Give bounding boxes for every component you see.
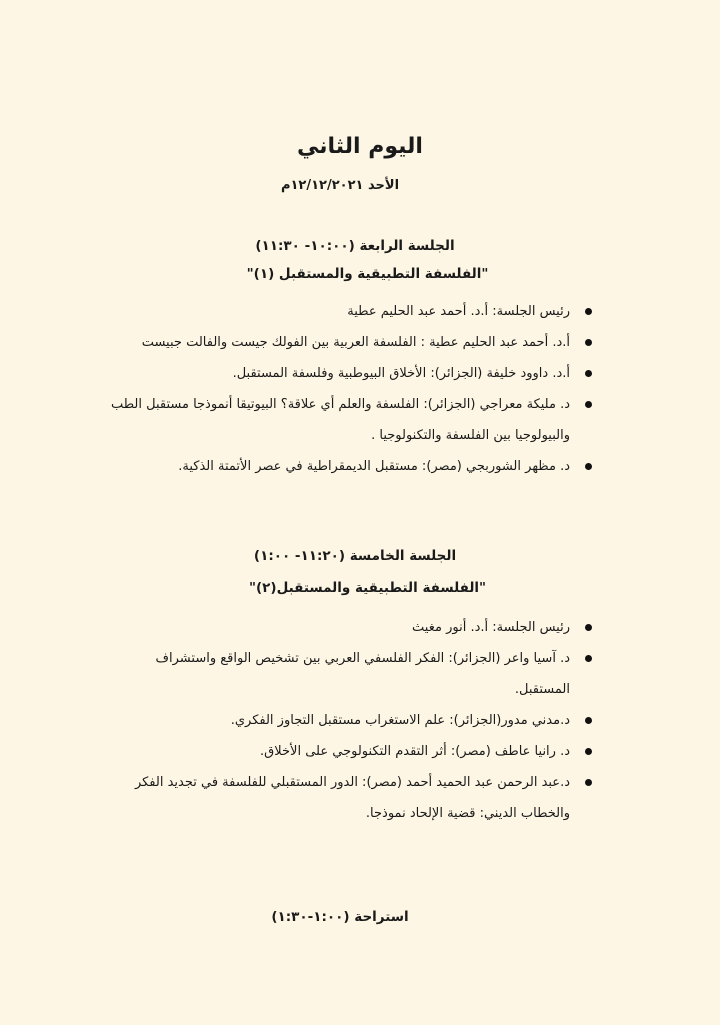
list-item: د. آسيا واعر (الجزائر): الفكر الفلسفي العربي بين تشخيص الواقع واستشراف المستقبل. xyxy=(0,643,720,705)
list-item: د.مدني مدور(الجزائر): علم الاستغراب مستقبل التجاوز الفكري. xyxy=(0,705,720,736)
list-item: د. مليكة معراجي (الجزائر): الفلسفة والعلم أي علاقة؟ البيوتيقا أنموذجا مستقبل الطب والبيولوجيا بين الفلسفة والتكنولوجيا . xyxy=(0,389,720,451)
session-5-list xyxy=(0,612,720,829)
session-5-heading: الجلسة الخامسة (١١:٢٠- ١:٠٠) xyxy=(253,548,457,564)
session-4-heading: الجلسة الرابعة (١٠:٠٠- ١١:٣٠) xyxy=(255,238,455,254)
day-date: الأحد ١٢/١٢/٢٠٢١م xyxy=(280,178,400,193)
list-item: أ.د. أحمد عبد الحليم عطية : الفلسفة العربية بين الفولك جيست والفالت جبيست xyxy=(0,327,720,358)
session-4-chair: رئيس الجلسة: أ.د. أحمد عبد الحليم عطية xyxy=(0,296,720,327)
session-4-theme: "الفلسفة التطبيقية والمستقبل (١)" xyxy=(246,266,489,282)
list-item: د.عبد الرحمن عبد الحميد أحمد (مصر): الدور المستقبلي للفلسفة في تجديد الفكر والخطاب الديني: قضية الإلحاد نموذجا. xyxy=(0,767,720,829)
session-4-list xyxy=(0,296,720,482)
session-5-chair: رئيس الجلسة: أ.د. أنور مغيث xyxy=(0,612,720,643)
day-title: اليوم الثاني xyxy=(297,134,423,159)
list-item: د. مظهر الشوربجي (مصر): مستقبل الديمقراطية في عصر الأتمتة الذكية. xyxy=(0,451,720,482)
session-5-theme: "الفلسفة التطبيقية والمستقبل(٢)" xyxy=(248,580,487,596)
list-item: أ.د. داوود خليفة (الجزائر): الأخلاق البيوطبية وفلسفة المستقبل. xyxy=(0,358,720,389)
break-label: استراحة (١:٠٠-١:٣٠) xyxy=(271,909,409,925)
list-item: د. رانيا عاطف (مصر): أثر التقدم التكنولوجي على الأخلاق. xyxy=(0,736,720,767)
